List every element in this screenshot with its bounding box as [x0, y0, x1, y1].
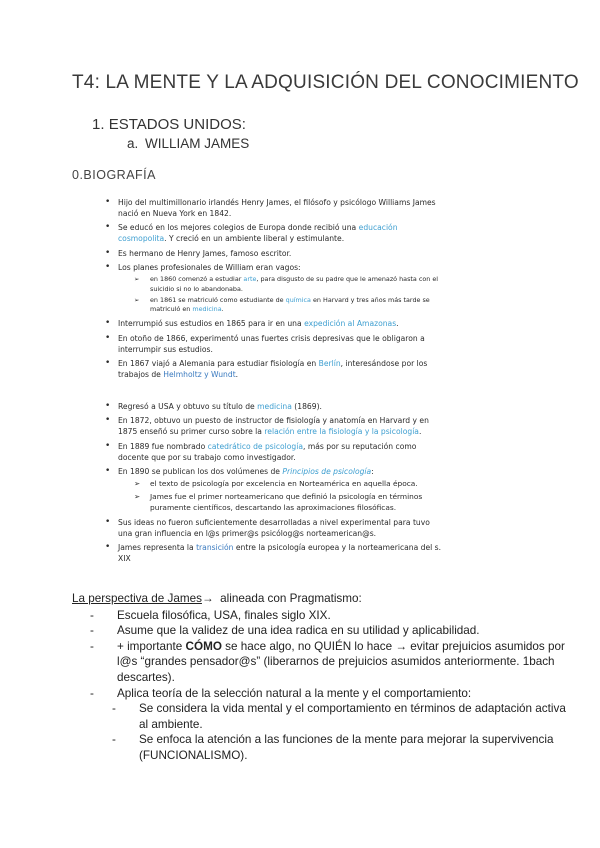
list-item — [90, 623, 572, 639]
biografia-heading: 0.BIOGRAFÍA — [72, 168, 156, 182]
list-item — [104, 222, 444, 244]
sub-list-item — [118, 275, 444, 294]
sub-list-item — [118, 296, 444, 315]
sub-list-item — [112, 732, 572, 763]
item-text: . — [418, 427, 422, 437]
list-item — [104, 415, 444, 437]
list-item — [104, 441, 444, 463]
highlight-text: Berlín — [318, 358, 341, 368]
list-item — [90, 639, 572, 686]
item-text: , para disgusto de su padre que le amenazó hasta con el suicidio si no lo abandonaba. — [150, 275, 439, 293]
sub-list — [118, 275, 444, 315]
item-text: (1869). — [291, 402, 322, 411]
item-text: el texto de psicología por excelencia en Norteamérica en aquella época. — [150, 479, 418, 489]
item-text: En 1872, obtuvo un puesto de instructor de fisiología y anatomía en Harvard y en 1875 enseñó su primer curso sobre la — [118, 416, 429, 437]
list-item — [104, 358, 444, 380]
item-text: Se enfoca la atención a las funciones de la mente para mejorar la supervivencia (FUNCIONALISMO). — [139, 733, 554, 762]
sub-list-item — [118, 492, 444, 514]
item-text: James representa la — [118, 543, 197, 553]
highlight-text: transición — [196, 543, 234, 553]
list-item — [104, 542, 444, 564]
item-text: Escuela filosófica, USA, finales siglo XIX. — [117, 608, 331, 622]
item-text: Interrumpió sus estudios en 1865 para ir en una — [118, 319, 305, 329]
perspectiva-list — [72, 608, 572, 764]
perspectiva-heading — [72, 591, 572, 607]
item-text: se hace algo, no QUIÉN lo hace → evitar prejuicios asumidos por l@s “grandes pensador@s” (liberarnos de prejuicios asumidos anteriormente. 1bach descartes). — [117, 639, 565, 684]
item-text: James fue el primer norteamericano que definió la psicología en términos puramente científicos, descartando las aproximaciones filosóficas. — [150, 491, 423, 512]
item-text: . — [235, 369, 239, 379]
document-title: T4: LA MENTE Y LA ADQUISICIÓN DEL CONOCIMIENTO — [72, 72, 579, 93]
perspectiva-heading-rest: alineada con Pragmatismo: — [213, 592, 362, 605]
biography-image-block-2 — [104, 401, 444, 568]
biography-image-block-1 — [104, 197, 444, 383]
list-item — [104, 318, 444, 329]
list-item — [104, 466, 444, 513]
section-label: ESTADOS UNIDOS: — [108, 116, 246, 133]
list-item — [90, 686, 572, 702]
item-text: : — [371, 467, 374, 477]
item-text: Se considera la vida mental y el comportamiento en términos de adaptación activa al ambiente. — [139, 702, 566, 731]
item-text: En 1889 fue nombrado — [118, 441, 208, 451]
item-text: En 1867 viajó a Alemania para estudiar fisiología en — [118, 358, 319, 368]
highlight-text: arte — [243, 275, 257, 284]
sub-list-item — [118, 479, 444, 490]
highlight-text: medicina — [192, 305, 222, 314]
item-text: entre la psicología europea y la norteamericana del s. XIX — [118, 543, 442, 564]
item-text: en 1860 comenzó a estudiar — [150, 275, 244, 284]
bold-text: CÓMO — [185, 639, 222, 653]
item-text: Sus ideas no fueron suficientemente desarrolladas a nivel experimental para tuvo una gran influencia en l@s primer@s psicólog@s norteamerican@s. — [118, 517, 430, 538]
biography-list-2 — [104, 401, 444, 564]
biography-list-1 — [104, 197, 444, 380]
item-text: . Y creció en un ambiente liberal y estimulante. — [164, 234, 345, 244]
item-text: , más por su reputación como docente que por su trabajo como investigador. — [118, 441, 417, 462]
item-text: Es hermano de Henry James, famoso escritor. — [118, 248, 292, 258]
sub-list — [118, 479, 444, 513]
item-text: . — [221, 305, 224, 314]
item-text: Aplica teoría de la selección natural a la mente y el comportamiento: — [117, 686, 472, 700]
item-text: Los planes profesionales de William eran vagos: — [118, 263, 301, 273]
list-item — [104, 517, 444, 539]
list-item — [104, 401, 444, 412]
highlight-text: química — [285, 295, 311, 304]
highlight-text: expedición al Amazonas — [304, 319, 397, 329]
item-text: en 1861 se matriculó como estudiante de — [150, 295, 286, 304]
section-number: 1. — [92, 116, 105, 133]
highlight-text: relación entre la fisiología y la psicología — [264, 427, 419, 437]
item-text: + importante — [117, 639, 186, 653]
item-text: , interesándose por los trabajos de — [118, 358, 428, 379]
item-text: Asume que la validez de una idea radica en su utilidad y aplicabilidad. — [117, 624, 480, 638]
subsection-label: WILLIAM JAMES — [145, 136, 250, 151]
list-item — [104, 262, 444, 315]
item-text: en Harvard y tres años más tarde se matriculó en — [150, 295, 430, 314]
item-text: Regresó a USA y obtuvo su título de — [118, 402, 258, 411]
item-text: En otoño de 1866, experimentó unas fuertes crisis depresivas que le obligaron a interrumpir sus estudios. — [118, 333, 425, 354]
list-item — [104, 248, 444, 259]
subsection-heading-william-james — [127, 136, 249, 151]
highlight-text: Principios de psicología — [282, 467, 372, 477]
perspectiva-heading-underlined: La perspectiva de James — [72, 592, 202, 605]
item-text: Hijo del multimillonario irlandés Henry James, el filósofo y psicólogo Williams James nació en Nueva York en 1842. — [118, 198, 436, 218]
list-item — [104, 197, 444, 219]
list-item — [104, 333, 444, 355]
arrow-icon: → — [201, 592, 214, 605]
highlight-text: Helmholtz y Wundt — [163, 369, 236, 379]
highlight-text: educación cosmopolita — [118, 223, 398, 244]
perspectiva-section — [72, 591, 572, 764]
sub-list-item — [112, 701, 572, 732]
highlight-text: medicina — [257, 402, 292, 411]
highlight-text: catedrático de psicología — [207, 441, 304, 451]
subsection-marker: a. — [127, 136, 139, 151]
item-text: . — [396, 319, 399, 329]
list-item — [90, 608, 572, 624]
item-text: Se educó en los mejores colegios de Europa donde recibió una — [118, 223, 359, 233]
section-heading-estados-unidos — [92, 116, 246, 133]
item-text: En 1890 se publican los dos volúmenes de — [118, 467, 283, 477]
